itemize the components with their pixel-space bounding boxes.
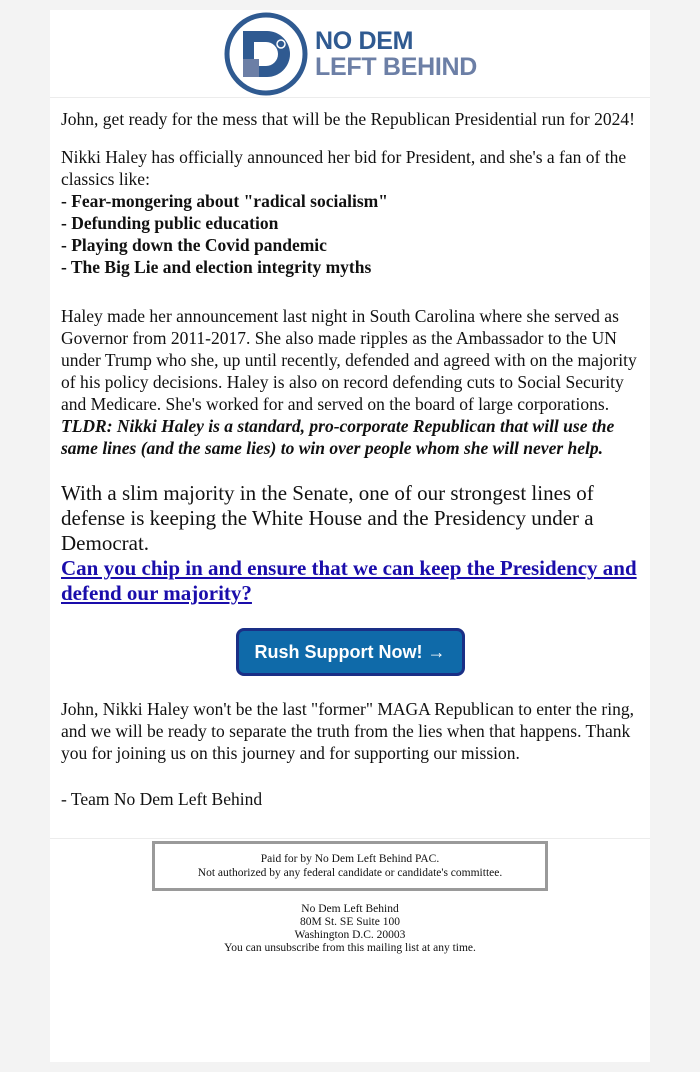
list-item: - Fear-mongering about "radical socialism" [61,191,388,211]
chip-in-link[interactable]: Can you chip in and ensure that we can keep the Presidency and defend our majority? [61,556,637,605]
brand-line-1: NO DEM [315,26,414,55]
issues-list [61,190,639,278]
brand-logo[interactable] [223,11,477,97]
address-street: 80M St. SE Suite 100 [299,916,400,928]
address-org: No Dem Left Behind [301,903,399,915]
mailing-address [50,903,650,955]
cta-button-wrapper [61,628,639,676]
tldr-paragraph: TLDR: Nikki Haley is a standard, pro-corporate Republican that will use the same lines (and the same lies) to win over people whom she will never help. [61,416,615,458]
closing-paragraph: John, Nikki Haley won't be the last "former" MAGA Republican to enter the ring, and we will be ready to separate the truth from the lies when that happens. Thank you for joining us on this journey and for supporting our mission. [61,699,634,763]
not-authorized-text: Not authorized by any federal candidate or candidate's committee. [197,867,503,879]
announcement-paragraph: Haley made her announcement last night in South Carolina where she served as Governor from 2011-2017. She also made ripples as the Ambassador to the UN under Trump who she, up until recently, defended and agreed with on the majority of his policy decisions. Haley is also on record defending cuts to Social Security and Medicare. She's worked for and served on the board of large corporations. [61,306,637,414]
list-item: - Playing down the Covid pandemic [61,235,327,255]
email-container [50,10,650,1062]
brand-line-2: LEFT BEHIND [315,52,477,81]
brand-name [315,28,477,80]
address-city: Washington D.C. 20003 [294,929,406,941]
disclaimer-box [152,841,548,891]
signature: - Team No Dem Left Behind [61,789,263,809]
email-body [50,98,650,810]
list-item: - The Big Lie and election integrity myths [61,257,372,277]
rush-support-button[interactable]: Rush Support Now! → [236,628,465,676]
paid-for-text: Paid for by No Dem Left Behind PAC. [260,853,440,865]
intro-paragraph: John, get ready for the mess that will be the Republican Presidential run for 2024! [61,109,635,129]
unsubscribe-text[interactable]: You can unsubscribe from this mailing list at any time. [224,942,476,954]
senate-paragraph: With a slim majority in the Senate, one of our strongest lines of defense is keeping the White House and the Presidency under a Democrat. [61,481,594,555]
email-header [50,10,650,98]
circle-d-icon [223,11,309,97]
list-item: - Defunding public education [61,213,279,233]
footer-divider [50,838,650,839]
haley-intro-paragraph: Nikki Haley has officially announced her bid for President, and she's a fan of the classics like: [61,147,627,189]
